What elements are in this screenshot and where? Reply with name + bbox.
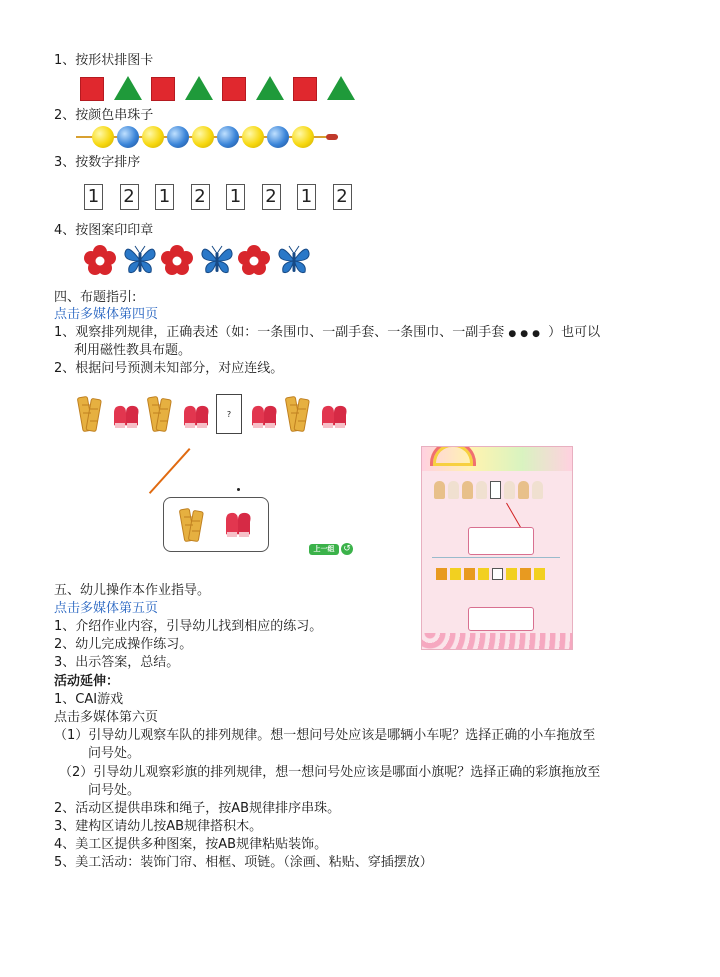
sweater-icon [520, 568, 531, 580]
thumb-link-line [506, 503, 522, 529]
ellipsis-dots: ●●● [508, 329, 544, 339]
flower-icon [238, 245, 270, 279]
question-mark-box[interactable]: ? [216, 394, 242, 434]
yellow-bead-icon [142, 126, 164, 148]
number-card: 1 [155, 184, 174, 210]
number-card: 2 [333, 184, 352, 210]
scarf-icon [146, 395, 174, 439]
item1-label: 1、按形状排图卡 [54, 53, 154, 68]
section4-p2: 2、根据问号预测未知部分，对应连线。 [54, 361, 284, 376]
blue-bead-icon [267, 126, 289, 148]
glove-icon [110, 403, 142, 435]
yellow-bead-icon [92, 126, 114, 148]
butterfly-icon [123, 245, 157, 279]
red-square-icon [151, 77, 175, 101]
thumb-divider [432, 557, 560, 558]
section5-media-link[interactable]: 点击多媒体第五页 [54, 601, 159, 616]
red-square-icon [80, 77, 104, 101]
section4-p1-text: 1、观察排列规律，正确表述（如：一条围巾、一副手套、一条围巾、一副手套 [54, 325, 505, 340]
number-card: 1 [84, 184, 103, 210]
number-card: 2 [191, 184, 210, 210]
thumb-footer-wave [422, 633, 572, 649]
section4-media-link[interactable]: 点击多媒体第四页 [54, 307, 159, 322]
item2-label: 2、按颜色串珠子 [54, 108, 154, 123]
green-triangle-icon [327, 76, 355, 100]
bear-icon [434, 481, 445, 499]
section5-p3: 3、出示答案，总结。 [54, 655, 180, 670]
scarf-icon [76, 395, 104, 439]
shorts-icon [450, 568, 461, 580]
extension-p2: 2、活动区提供串珠和绳子，按AB规律排序串珠。 [54, 801, 341, 816]
butterfly-icon [200, 245, 234, 279]
extension-cai: 1、CAI游戏 [54, 692, 124, 707]
question-box [492, 568, 503, 580]
glove-icon [222, 510, 254, 544]
green-triangle-icon [185, 76, 213, 100]
bear-icon [532, 481, 543, 499]
bear-icon [518, 481, 529, 499]
section4-p1 [54, 324, 600, 343]
sweater-icon [436, 568, 447, 580]
needle-icon [326, 134, 338, 140]
extension-media: 点击多媒体第六页 [54, 710, 159, 725]
glove-icon [318, 403, 350, 435]
section5-p2: 2、幼儿完成操作练习。 [54, 637, 193, 652]
flower-icon [161, 245, 193, 279]
bear-icon [476, 481, 487, 499]
answer-box[interactable] [163, 497, 269, 552]
glove-icon [248, 403, 280, 435]
bear-icon [504, 481, 515, 499]
question-box [490, 481, 501, 499]
yellow-bead-icon [192, 126, 214, 148]
section4-heading: 四、布题指引: [54, 290, 137, 305]
blue-bead-icon [217, 126, 239, 148]
thumb-clothes-row [436, 568, 560, 580]
extension-p5: 5、美工活动：装饰门帘、相框、项链。（涂画、粘贴、穿插摆放） [54, 855, 433, 870]
extension-q1: （1）引导幼儿观察车队的排列规律。想一想问号处应该是哪辆小车呢？选择正确的小车拖放至 [54, 728, 596, 743]
scarf-icon [178, 507, 206, 549]
back-button[interactable]: 上一组 [309, 544, 339, 555]
section4-p1-tail: ）也可以 [548, 325, 601, 340]
scarf-icon [284, 395, 312, 439]
blue-bead-icon [167, 126, 189, 148]
red-square-icon [222, 77, 246, 101]
extension-p4: 4、美工区提供多种图案，按AB规律粘贴装饰。 [54, 837, 328, 852]
number-card: 2 [120, 184, 139, 210]
sweater-icon [464, 568, 475, 580]
bead-string-icon [76, 125, 338, 149]
red-square-icon [293, 77, 317, 101]
yellow-bead-icon [242, 126, 264, 148]
thumb-answer-box-2 [468, 607, 534, 631]
extension-q2-cont: 问号处。 [88, 783, 141, 798]
thumb-answer-box [468, 527, 534, 555]
shorts-icon [506, 568, 517, 580]
item4-label: 4、按图案印印章 [54, 223, 154, 238]
flower-icon [84, 245, 116, 279]
bear-icon [462, 481, 473, 499]
section5-heading: 五、幼儿操作本作业指导。 [54, 583, 211, 598]
glove-icon [180, 403, 212, 435]
bear-icon [448, 481, 459, 499]
blue-bead-icon [117, 126, 139, 148]
section4-p1-cont: 利用磁性教具布题。 [74, 343, 192, 358]
section5-p1: 1、介绍作业内容，引导幼儿找到相应的练习。 [54, 619, 323, 634]
item3-label: 3、按数字排序 [54, 155, 141, 170]
green-triangle-icon [114, 76, 142, 100]
extension-p3: 3、建构区请幼儿按AB规律搭积木。 [54, 819, 263, 834]
connect-line [149, 448, 191, 494]
number-card: 1 [226, 184, 245, 210]
butterfly-icon [277, 245, 311, 279]
extension-q1-cont: 问号处。 [88, 746, 141, 761]
rainbow-arc-icon [430, 446, 476, 466]
number-card: 2 [262, 184, 281, 210]
shorts-icon [478, 568, 489, 580]
extension-heading: 活动延伸： [54, 674, 120, 689]
green-triangle-icon [256, 76, 284, 100]
thumb-bears-row [434, 481, 560, 499]
number-card: 1 [297, 184, 316, 210]
shorts-icon [534, 568, 545, 580]
dot-marker [237, 488, 240, 491]
yellow-bead-icon [292, 126, 314, 148]
back-arrow-icon[interactable]: ↺ [341, 543, 353, 555]
multimedia-thumbnail[interactable] [421, 446, 573, 650]
extension-q2: （2）引导幼儿观察彩旗的排列规律，想一想问号处应该是哪面小旗呢？选择正确的彩旗拖放至 [59, 765, 601, 780]
